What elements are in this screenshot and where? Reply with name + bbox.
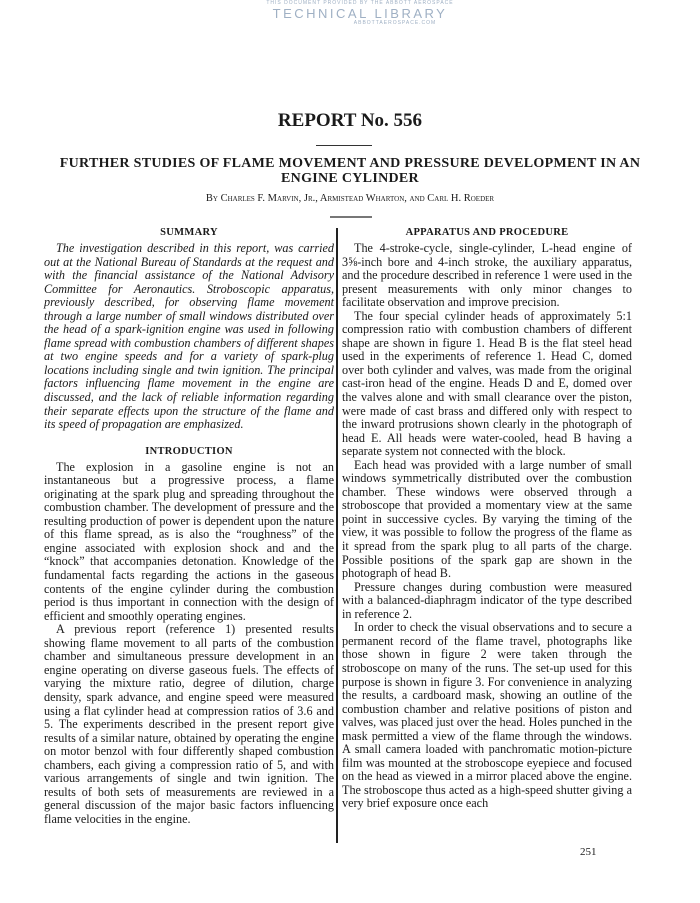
page-number: 251: [580, 846, 597, 858]
divider-rule: [316, 145, 372, 146]
watermark-logo: [230, 1, 490, 26]
summary-paragraph: The investigation described in this report, was carried out at the National Bureau of Standards at the request and with the financial assistance of the National Advisory Committee for Aeronautics. Stroboscopic apparatus, previously described, for observing flame movement through a large number of small windows distributed over the head of a spark-ignition engine was used in following flame spread with combustion chambers of different shapes at two engine speeds and for a variety of spark-plug locations including single and twin ignition. The principal factors influencing flame movement in the engine are discussed, and the lack of reliable information regarding their separate effects upon the structure of the flame and its speed of propagation are emphasized.: [44, 241, 334, 432]
apparatus-paragraph: The four special cylinder heads of approximately 5:1 compression ratio with combustion chambers of different shape are shown in figure 1. Head B is the flat steel head used in the experiments of reference 1. Head C, domed over both cylinder and valves, was made from the original cast-iron head of the engine. Heads D and E, domed over the valves alone and with small clearance over the piston, were made of cast brass and differed only with respect to the inward protrusions shown clearly in the photograph of head E. All heads were water-cooled, head B having a separate system not connected with the block.: [342, 308, 632, 459]
divider-rule: [330, 216, 372, 218]
apparatus-heading: APPARATUS AND PROCEDURE: [405, 227, 569, 238]
introduction-paragraph: The explosion in a gasoline engine is not an instantaneous but a progressive process, a flame originating at the spark plug and spreading throughout the combustion chamber. The development of pressure and the resulting production of power is dependent upon the nature of this flame spread, as is also the “roughness” of the engine associated with explosion shock and and the “knock” that accompanies detonation. Knowledge of the fundamental facts regarding the actions in the gaseous contents of the engine cylinder during the combustion period is thus important in connection with the design of efficient and smoothly operating engines.: [44, 459, 334, 623]
report-number: REPORT No. 556: [277, 110, 423, 131]
apparatus-paragraph: Pressure changes during combustion were measured with a balanced-diaphragm indicator of the type described in reference 2.: [342, 579, 632, 621]
column-divider: [336, 228, 338, 843]
watermark-line3: ABBOTTAEROSPACE.COM: [353, 20, 437, 26]
byline: By Charles F. Marvin, Jr., Armistead Wharton, and Carl H. Roeder: [205, 193, 495, 204]
watermark-line2: TECHNICAL LIBRARY: [272, 6, 448, 21]
apparatus-paragraph: Each head was provided with a large number of small windows symmetrically distributed over the combustion chamber. These windows were observed through a stroboscope that provided a momentary view at the same point in successive cycles. By varying the timing of the view, it was possible to follow the progress of the flame as it spread from the spark plug to all parts of the charge. Possible positions of the spark gap are shown in the photograph of head B.: [342, 457, 632, 581]
apparatus-paragraph: The 4-stroke-cycle, single-cylinder, L-head engine of 3⅝-inch bore and 4-inch stroke, the auxiliary apparatus, and the procedure described in reference 1 were used in the present measurements with only minor changes to facilitate observation and improve precision.: [342, 241, 632, 310]
introduction-heading: INTRODUCTION: [145, 445, 233, 457]
page-title: FURTHER STUDIES OF FLAME MOVEMENT AND PRESSURE DEVELOPMENT IN AN ENGINE CYLINDER: [59, 156, 641, 186]
left-column: [44, 227, 334, 826]
right-column: [342, 227, 632, 811]
watermark-line1: THIS DOCUMENT PROVIDED BY THE ABBOTT AEROSPACE: [266, 0, 454, 6]
summary-heading: SUMMARY: [160, 227, 218, 238]
apparatus-paragraph: In order to check the visual observations and to secure a permanent record of the flame travel, photographs like those shown in figure 2 were taken through the stroboscope on many of the runs. The set-up used for this purpose is shown in figure 3. For convenience in analyzing the results, a cardboard mask, showing an outline of the combustion chamber and relative positions of piston and valves, was placed just over the head. Holes punched in the mask permitted a view of the flame through the windows. A small camera loaded with panchromatic motion-picture film was mounted at the stroboscope eyepiece and focused on the head as viewed in a mirror placed above the engine. The stroboscope thus acted as a high-speed shutter giving a very brief exposure once each: [342, 620, 632, 811]
introduction-paragraph: A previous report (reference 1) presented results showing flame movement to all parts of the combustion chamber and simultaneous pressure development in an engine operating on diverse gaseous fuels. The effects of varying the mixture ratio, degree of dilution, charge density, spark advance, and engine speed were measured using a flat cylinder head at compression ratios of 3.6 and 5. The experiments described in the present report give results of a similar nature, obtained by operating the engine on motor benzol with four differently shaped combustion chambers, each giving a compression ratio of 5, and with various arrangements of single and twin ignition. The results of both sets of measurements are reviewed in a general discussion of the major basic factors influencing flame velocities in the engine.: [44, 622, 334, 826]
